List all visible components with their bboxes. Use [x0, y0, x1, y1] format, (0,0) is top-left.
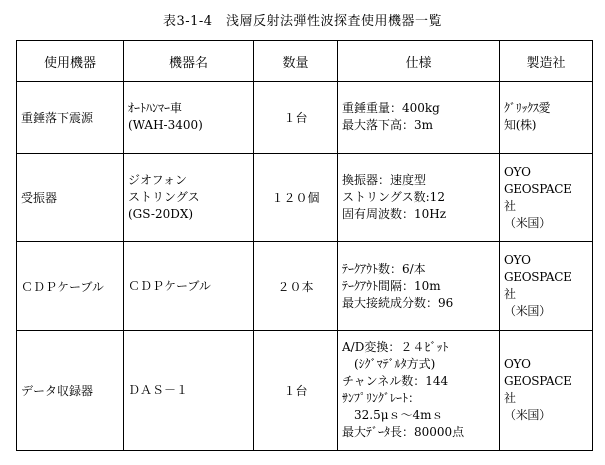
spec-line: ストリングス数:12	[342, 190, 445, 205]
quantity-cell: １台	[254, 330, 338, 450]
maker-line: GEOSPACE	[504, 374, 572, 389]
model-line: ジオフォン	[128, 173, 188, 188]
spec-line: 最大接続成分数：96	[342, 295, 454, 310]
model-cell	[124, 82, 254, 154]
header-model: 機器名	[124, 41, 254, 82]
maker-line: ｸﾞﾘｯｸｽ愛	[504, 101, 551, 116]
equipment-cell: 受振器	[17, 153, 124, 241]
equipment-cell: ＣＤＰケーブル	[17, 242, 124, 330]
header-spec: 仕様	[338, 41, 500, 82]
quantity-cell: １２０個	[254, 153, 338, 241]
spec-line: 換振器：速度型	[342, 173, 427, 188]
maker-line: 社	[504, 287, 516, 302]
equipment-cell: 重錘落下震源	[17, 82, 124, 154]
maker-line: 社	[504, 391, 516, 406]
table-row	[17, 82, 593, 154]
spec-cell	[338, 330, 500, 450]
spec-line: ﾃｰｸｱｳﾄ数：6/本	[342, 261, 426, 276]
table-row	[17, 242, 593, 330]
maker-line: （米国）	[504, 304, 551, 319]
spec-line: A/D変換：２４ﾋﾞｯﾄ	[342, 340, 449, 355]
header-row	[17, 41, 593, 82]
model-cell	[124, 330, 254, 450]
header-maker: 製造社	[500, 41, 593, 82]
maker-line: （米国）	[504, 408, 551, 423]
spec-line: チャンネル数：144	[342, 374, 449, 389]
model-line: ｵｰﾄﾊﾝﾏｰ車	[128, 101, 183, 116]
spec-line: ﾃｰｸｱｳﾄ間隔：10m	[342, 278, 441, 293]
maker-cell	[500, 330, 593, 450]
table-row	[17, 330, 593, 450]
equipment-table	[16, 40, 593, 451]
spec-line: 最大ﾃﾞｰﾀ長：80000点	[342, 425, 465, 440]
maker-line: GEOSPACE	[504, 181, 572, 196]
spec-line: (ｼｸﾞﾏﾃﾞﾙﾀ方式)	[342, 357, 436, 372]
table-row	[17, 153, 593, 241]
header-quantity: 数量	[254, 41, 338, 82]
maker-cell	[500, 242, 593, 330]
model-cell	[124, 153, 254, 241]
maker-line: OYO	[504, 164, 531, 179]
maker-line: GEOSPACE	[504, 270, 572, 285]
model-line: ストリングス	[128, 190, 200, 205]
model-line: (GS-20DX)	[128, 207, 194, 222]
maker-line: 知(株)	[504, 118, 537, 133]
spec-cell	[338, 82, 500, 154]
spec-line: 重錘重量：400kg	[342, 101, 440, 116]
equipment-cell: データ収録器	[17, 330, 124, 450]
maker-cell	[500, 82, 593, 154]
maker-line: OYO	[504, 253, 531, 268]
quantity-cell: ２０本	[254, 242, 338, 330]
header-equipment: 使用機器	[17, 41, 124, 82]
spec-line: 固有周波数：10Hz	[342, 207, 447, 222]
spec-line: 32.5μｓ～4mｓ	[342, 408, 444, 423]
model-line: ＣＤＰケーブル	[128, 278, 211, 293]
spec-line: ｻﾝﾌﾟﾘﾝｸﾞﾚｰﾄ：	[342, 391, 421, 406]
quantity-cell: １台	[254, 82, 338, 154]
spec-cell	[338, 153, 500, 241]
model-line: (WAH-3400)	[128, 118, 203, 133]
maker-line: （米国）	[504, 215, 551, 230]
table-caption: 表3-1-4 浅層反射法弾性波探査使用機器一覧	[162, 14, 443, 29]
spec-line: 最大落下高：3m	[342, 118, 434, 133]
spec-cell	[338, 242, 500, 330]
maker-line: 社	[504, 198, 516, 213]
model-line: ＤＡＳ－１	[128, 382, 189, 397]
model-cell	[124, 242, 254, 330]
maker-cell	[500, 153, 593, 241]
maker-line: OYO	[504, 357, 531, 372]
